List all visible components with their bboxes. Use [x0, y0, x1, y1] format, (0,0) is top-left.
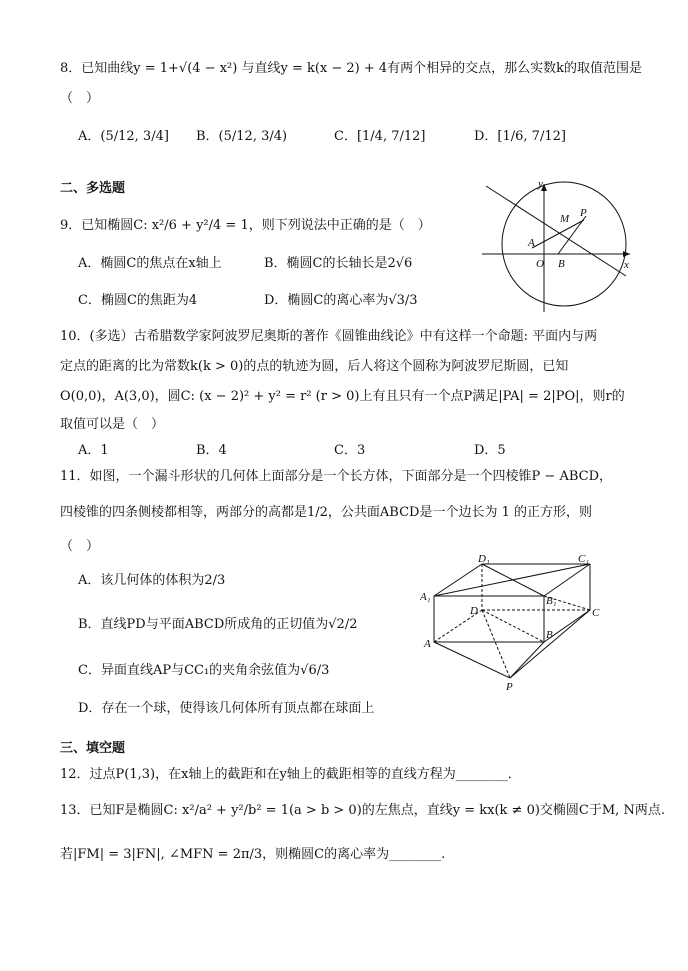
q13-line-2: 若|FM| = 3|FN|, ∠MFN = 2π/3，则椭圆C的离心率为________. [60, 847, 446, 862]
q8-stem: 8．已知曲线y = 1+√(4 − x²) 与直线y = k(x − 2) + 4有两个相异的交点，那么实数k的取值范围是 [60, 61, 643, 76]
q10-line-4: 取值可以是（ ） [60, 417, 165, 432]
fig2-label-b: B [546, 629, 553, 641]
fig1-label-a: A [528, 237, 535, 249]
circle-axes-figure [476, 176, 636, 316]
q10-option-c: C．3 [334, 443, 366, 458]
q12-stem: 12．过点P(1,3)，在x轴上的截距和在y轴上的截距相等的直线方程为________． [60, 767, 521, 782]
q10-line-2: 定点的距离的比为常数k(k > 0)的点的轨迹为圆，后人将这个圆称为阿波罗尼斯圆，已知 [60, 359, 569, 374]
fig1-label-x: x [624, 259, 629, 271]
q10-option-d: D．5 [474, 443, 506, 458]
funnel-solid-figure [420, 552, 620, 694]
q10-option-a: A．1 [78, 443, 109, 458]
q9-option-a: A．椭圆C的焦点在x轴上 [78, 256, 222, 271]
q10-line-1: 10．(多选）古希腊数学家阿波罗尼奥斯的著作《圆锥曲线论》中有这样一个命题: 平面内与两 [60, 329, 598, 344]
fig1-label-p: P [580, 207, 587, 219]
fig1-label-y: y [538, 178, 543, 190]
q11-option-b: B．直线PD与平面ABCD所成角的正切值为√2/2 [78, 617, 358, 632]
q11-option-c: C．异面直线AP与CC₁的夹角余弦值为√6/3 [78, 663, 330, 678]
section-heading-multi-choice: 二、多选题 [60, 181, 126, 196]
fig2-label-a1: A₁ [420, 591, 431, 603]
fig2-label-b1: B₁ [546, 595, 557, 607]
fig2-label-d: D [470, 605, 478, 617]
q8-option-c: C．[1/4, 7/12] [334, 129, 426, 144]
section-heading-fill-blank: 三、填空题 [60, 741, 126, 756]
q9-stem: 9．已知椭圆C: x²/6 + y²/4 = 1，则下列说法中正确的是（ ） [60, 218, 431, 233]
fig2-label-a: A [424, 638, 431, 650]
q11-line-2: 四棱锥的四条侧棱都相等，两部分的高都是1/2，公共面ABCD是一个边长为 1 的正方形，则 [60, 505, 593, 520]
q11-line-3: （ ） [60, 539, 100, 554]
fig2-label-d1: D₁ [478, 553, 490, 565]
fig2-label-c: C [592, 607, 600, 619]
q13-line-1: 13．已知F是椭圆C: x²/a² + y²/b² = 1(a > b > 0)的左焦点，直线y = kx(k ≠ 0)交椭圆C于M, N两点. [60, 803, 665, 818]
q10-line-3: O(0,0)，A(3,0)，圆C: (x − 2)² + y² = r² (r > 0)上有且只有一个点P满足|PA| = 2|PO|，则r的 [60, 389, 625, 404]
q11-option-d: D．存在一个球，使得该几何体所有顶点都在球面上 [78, 701, 375, 716]
q8-option-b: B．(5/12, 3/4) [196, 129, 288, 144]
q9-option-c: C．椭圆C的焦距为4 [78, 293, 198, 308]
q8-blank: （ ） [60, 91, 100, 106]
q8-option-d: D．[1/6, 7/12] [474, 129, 566, 144]
fig2-label-p: P [506, 681, 513, 693]
fig1-label-m: M [560, 213, 570, 225]
q9-option-b: B．椭圆C的长轴长是2√6 [264, 256, 413, 271]
q11-option-a: A．该几何体的体积为2/3 [78, 573, 226, 588]
q10-option-b: B．4 [196, 443, 227, 458]
q9-option-d: D．椭圆C的离心率为√3/3 [264, 293, 418, 308]
q8-option-a: A．(5/12, 3/4] [78, 129, 169, 144]
fig1-label-o: O [536, 258, 544, 270]
fig1-label-b: B [558, 258, 565, 270]
q11-line-1: 11．如图，一个漏斗形状的几何体上面部分是一个长方体，下面部分是一个四棱锥P − ABCD， [60, 469, 612, 484]
fig2-label-c1: C₁ [578, 553, 590, 565]
